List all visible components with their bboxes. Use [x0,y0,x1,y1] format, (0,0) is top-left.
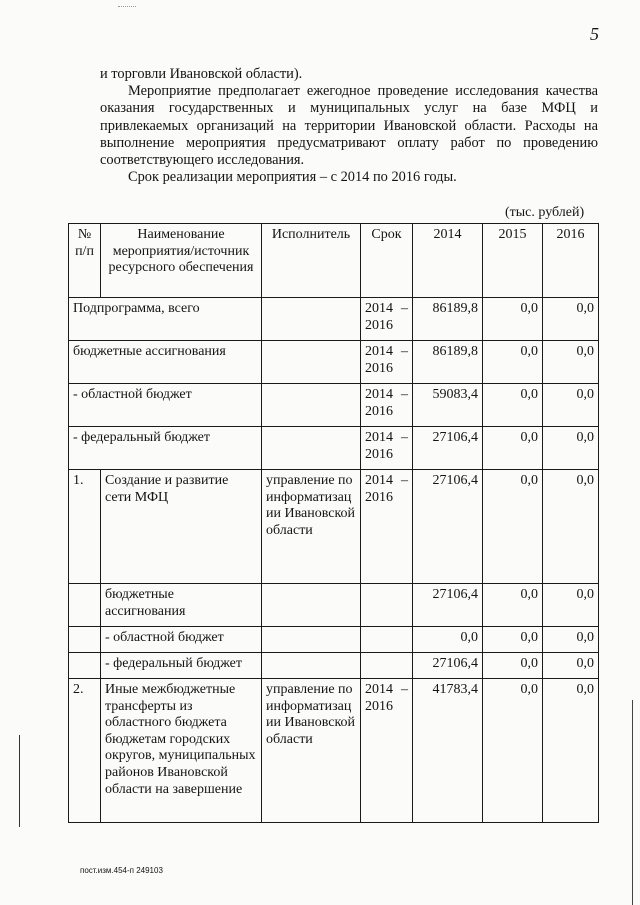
header-2016: 2016 [543,224,599,298]
row-term: 2014 – 2016 [361,427,413,470]
scan-artifact [118,6,136,9]
row-executor [262,427,361,470]
row-2014: 27106,4 [413,470,483,584]
header-2014: 2014 [413,224,483,298]
row-term: 2014 – 2016 [361,470,413,584]
row-name: - федеральный бюджет [69,427,262,470]
row-term [361,653,413,679]
row-2015: 0,0 [483,627,543,653]
paragraph-continuation: и торговли Ивановской области). [100,66,303,82]
row-num: 2. [69,679,101,823]
row-executor: управление по информатизации Ивановской области [262,679,361,823]
table-row-item-2 [69,679,599,823]
row-term: 2014 – 2016 [361,384,413,427]
row-2016: 0,0 [543,341,599,384]
table-row-subprogram-total [69,298,599,341]
row-name: Подпрограмма, всего [69,298,262,341]
budget-table [68,223,599,823]
row-executor [262,384,361,427]
header-2015: 2015 [483,224,543,298]
row-executor [262,341,361,384]
row-name: - областной бюджет [101,627,262,653]
row-term [361,584,413,627]
row-executor [262,653,361,679]
row-name: - федеральный бюджет [101,653,262,679]
row-2014: 86189,8 [413,341,483,384]
row-term: 2014 – 2016 [361,341,413,384]
row-2014: 59083,4 [413,384,483,427]
header-num: № п/п [69,224,101,298]
table-row-item-1-federal [69,653,599,679]
row-num [69,653,101,679]
row-2015: 0,0 [483,470,543,584]
row-term [361,627,413,653]
table-row-budget-allocations [69,341,599,384]
table-row-item-1 [69,470,599,584]
row-num [69,584,101,627]
row-2016: 0,0 [543,470,599,584]
table-row-item-1-allocations [69,584,599,627]
page-number: 5 [590,24,599,44]
row-term: 2014 – 2016 [361,298,413,341]
units-label: (тыс. рублей) [505,205,585,220]
row-2014: 27106,4 [413,653,483,679]
row-name: бюджетные ассигнования [69,341,262,384]
row-executor [262,298,361,341]
row-2016: 0,0 [543,584,599,627]
row-term: 2014 – 2016 [361,679,413,823]
row-2015: 0,0 [483,298,543,341]
row-2014: 27106,4 [413,427,483,470]
body-text [100,66,598,186]
row-name: Создание и развитие сети МФЦ [101,470,262,584]
row-num: 1. [69,470,101,584]
row-executor [262,627,361,653]
row-2014: 86189,8 [413,298,483,341]
table-row-regional-budget [69,384,599,427]
row-2014: 27106,4 [413,584,483,627]
scan-margin-line [19,735,20,827]
row-2016: 0,0 [543,384,599,427]
row-2014: 0,0 [413,627,483,653]
row-2016: 0,0 [543,653,599,679]
scan-edge-line [632,700,633,905]
row-2016: 0,0 [543,627,599,653]
row-2016: 0,0 [543,427,599,470]
row-2015: 0,0 [483,427,543,470]
paragraph-event-description: Мероприятие предполагает ежегодное проведение исследования качества оказания государственных и муниципальных услуг на базе МФЦ и привлекаемых организаций на территории Ивановской области. Расходы на выполнение мероприятия предусматривают оплату работ по проведению соответствующего исследования. [100,83,598,169]
header-term: Срок [361,224,413,298]
row-2015: 0,0 [483,341,543,384]
header-name: Наименование мероприятия/источник ресурсного обеспечения [101,224,262,298]
row-executor: управление по информатизации Ивановской области [262,470,361,584]
row-name: Иные межбюджетные трансферты из областного бюджета бюджетам городских округов, муниципальных районов Ивановской области на завершение [101,679,262,823]
table-row-federal-budget [69,427,599,470]
row-2016: 0,0 [543,298,599,341]
row-2015: 0,0 [483,679,543,823]
header-executor: Исполнитель [262,224,361,298]
table-row-item-1-regional [69,627,599,653]
row-2014: 41783,4 [413,679,483,823]
row-2015: 0,0 [483,384,543,427]
row-2015: 0,0 [483,653,543,679]
row-2016: 0,0 [543,679,599,823]
row-num [69,627,101,653]
row-2015: 0,0 [483,584,543,627]
row-name: - областной бюджет [69,384,262,427]
footer-code: пост.изм.454-п 249103 [80,866,163,875]
row-executor [262,584,361,627]
row-name: бюджетные ассигнования [101,584,262,627]
table-header-row [69,224,599,298]
paragraph-term: Срок реализации мероприятия – с 2014 по 2016 годы. [128,169,457,186]
